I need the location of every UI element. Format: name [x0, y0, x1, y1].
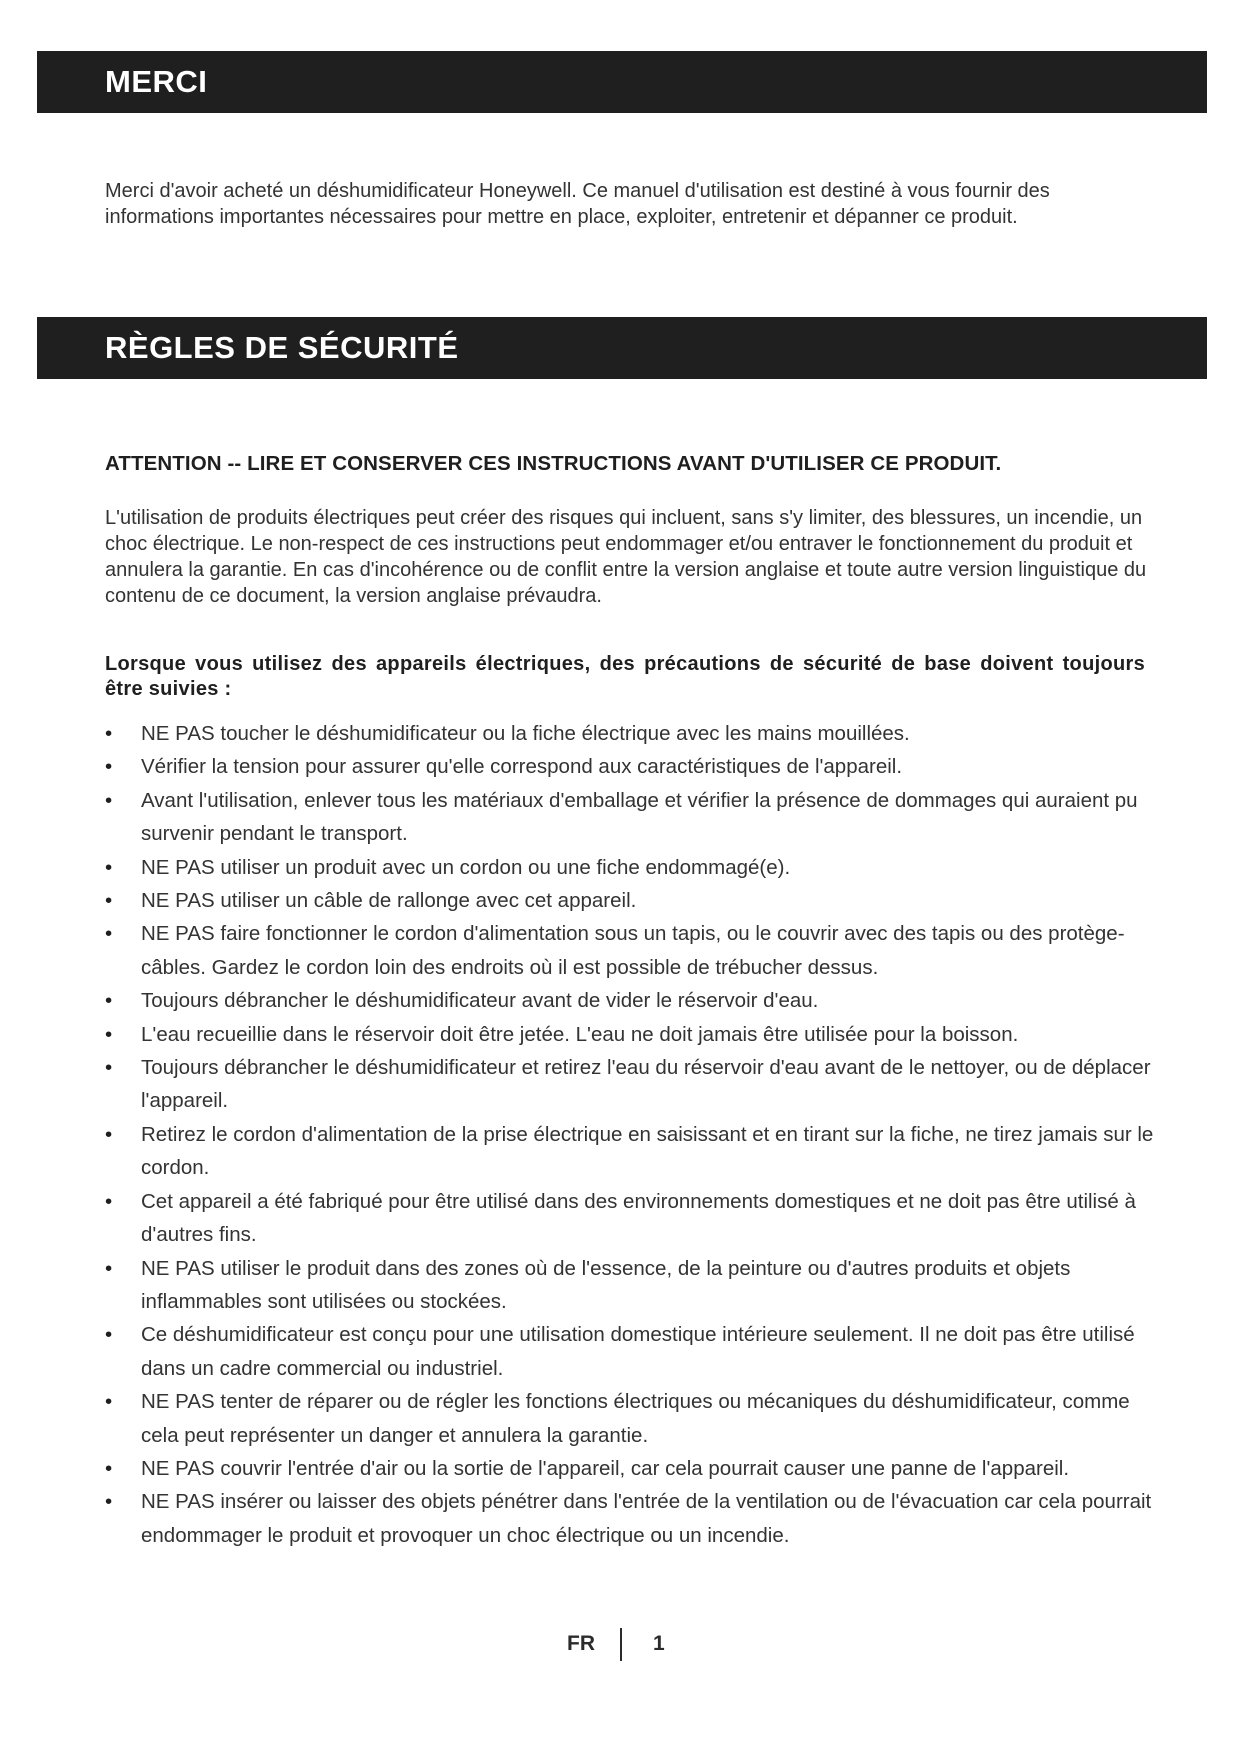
- bullet-icon: •: [105, 1323, 113, 1347]
- rule-text: Vérifier la tension pour assurer qu'elle correspond aux caractéristiques de l'appareil.: [141, 755, 903, 779]
- list-item: [105, 717, 1155, 750]
- list-item: [105, 1485, 1155, 1552]
- bullet-icon: •: [105, 1189, 113, 1213]
- list-item: [105, 1252, 1155, 1319]
- list-item: [105, 884, 1155, 917]
- safety-section-header: [37, 317, 1207, 379]
- rule-text: L'eau recueillie dans le réservoir doit être jetée. L'eau ne doit jamais être utilisée pour la boisson.: [141, 1022, 1019, 1046]
- rule-text: Cet appareil a été fabriqué pour être utilisé dans des environnements domestiques et ne doit pas être utilisé à d'autres fins.: [141, 1189, 1136, 1247]
- warning-paragraph: L'utilisation de produits électriques peut créer des risques qui incluent, sans s'y limiter, des blessures, un incendie, un choc électrique. Le non-respect de ces instructions peut endommager et/ou entraver le fonctionnement du produit et annulera la garantie. En cas d'incohérence ou de conflit entre la version anglaise et toute autre version linguistique du contenu de ce document, la version anglaise prévaudra.: [105, 507, 1147, 607]
- rule-text: NE PAS utiliser le produit dans des zones où de l'essence, de la peinture ou d'autres produits et objets inflammables sont utilisées ou stockées.: [141, 1256, 1071, 1313]
- page-number: 1: [653, 1632, 665, 1655]
- bullet-icon: •: [105, 922, 113, 946]
- footer-divider: [620, 1628, 622, 1661]
- rule-text: NE PAS utiliser un produit avec un cordon ou une fiche endommagé(e).: [141, 855, 791, 879]
- list-item: [105, 984, 1155, 1017]
- bullet-icon: •: [105, 722, 113, 745]
- bullet-icon: •: [105, 1056, 113, 1080]
- list-item: [105, 851, 1155, 884]
- rule-text: NE PAS insérer ou laisser des objets pénétrer dans l'entrée de la ventilation ou de l'évacuation car cela pourrait endommager le produit et provoquer un choc électrique ou un incendie.: [141, 1490, 1152, 1547]
- merci-section-header: [37, 51, 1207, 113]
- list-item: [105, 1118, 1155, 1185]
- bullet-icon: •: [105, 855, 113, 879]
- safety-title: RÈGLES DE SÉCURITÉ: [105, 330, 459, 365]
- rule-text: NE PAS couvrir l'entrée d'air ou la sortie de l'appareil, car cela pourrait causer une panne de l'appareil.: [141, 1456, 1070, 1480]
- rule-text: Retirez le cordon d'alimentation de la prise électrique en saisissant et en tirant sur la fiche, ne tirez jamais sur le cordon.: [141, 1122, 1154, 1180]
- bullet-icon: •: [105, 788, 113, 812]
- list-item: [105, 917, 1155, 984]
- list-item: [105, 1051, 1155, 1118]
- rule-text: NE PAS utiliser un câble de rallonge avec cet appareil.: [141, 889, 637, 913]
- list-item: [105, 1385, 1155, 1452]
- bullet-icon: •: [105, 989, 113, 1013]
- list-item: [105, 750, 1155, 783]
- rule-text: Ce déshumidificateur est conçu pour une utilisation domestique intérieure seulement. Il ne doit pas être utilisé dans un cadre commercial ou industriel.: [141, 1323, 1135, 1380]
- list-item: [105, 1318, 1155, 1385]
- precautions-heading: Lorsque vous utilisez des appareils électriques, des précautions de sécurité de base doivent toujours être suivies :: [105, 653, 1145, 700]
- bullet-icon: •: [105, 1256, 113, 1280]
- attention-heading: ATTENTION -- LIRE ET CONSERVER CES INSTRUCTIONS AVANT D'UTILISER CE PRODUIT.: [105, 452, 1002, 475]
- bullet-icon: •: [105, 1390, 113, 1414]
- bullet-icon: •: [105, 1122, 113, 1146]
- page-footer: [0, 1628, 1241, 1664]
- rule-text: NE PAS tenter de réparer ou de régler les fonctions électriques ou mécaniques du déshumidificateur, comme cela peut représenter un danger et annulera la garantie.: [141, 1390, 1130, 1447]
- rule-text: NE PAS toucher le déshumidificateur ou la fiche électrique avec les mains mouillées.: [141, 722, 910, 745]
- rule-text: NE PAS faire fonctionner le cordon d'alimentation sous un tapis, ou le couvrir avec des tapis ou des protège-câbles. Gardez le cordon loin des endroits où il est possible de trébucher dessus.: [141, 922, 1125, 979]
- rule-text: Toujours débrancher le déshumidificateur avant de vider le réservoir d'eau.: [141, 989, 819, 1013]
- list-item: [105, 1185, 1155, 1252]
- rule-text: Avant l'utilisation, enlever tous les matériaux d'emballage et vérifier la présence de dommages qui auraient pu survenir pendant le transport.: [141, 788, 1138, 846]
- list-item: [105, 784, 1155, 851]
- bullet-icon: •: [105, 1022, 113, 1046]
- list-item: [105, 1018, 1155, 1051]
- list-item: [105, 1452, 1155, 1485]
- merci-intro-paragraph: Merci d'avoir acheté un déshumidificateur Honeywell. Ce manuel d'utilisation est destiné à vous fournir des informations importantes nécessaires pour mettre en place, exploiter, entretenir et dépanner ce produit.: [105, 180, 1050, 228]
- bullet-icon: •: [105, 1456, 113, 1480]
- footer-language: FR: [567, 1632, 595, 1655]
- bullet-icon: •: [105, 1490, 113, 1514]
- safety-rules-list: [105, 717, 1155, 1552]
- bullet-icon: •: [105, 755, 113, 779]
- bullet-icon: •: [105, 889, 113, 913]
- merci-title: MERCI: [105, 64, 208, 99]
- rule-text: Toujours débrancher le déshumidificateur et retirez l'eau du réservoir d'eau avant de le nettoyer, ou de déplacer l'appareil.: [141, 1056, 1151, 1113]
